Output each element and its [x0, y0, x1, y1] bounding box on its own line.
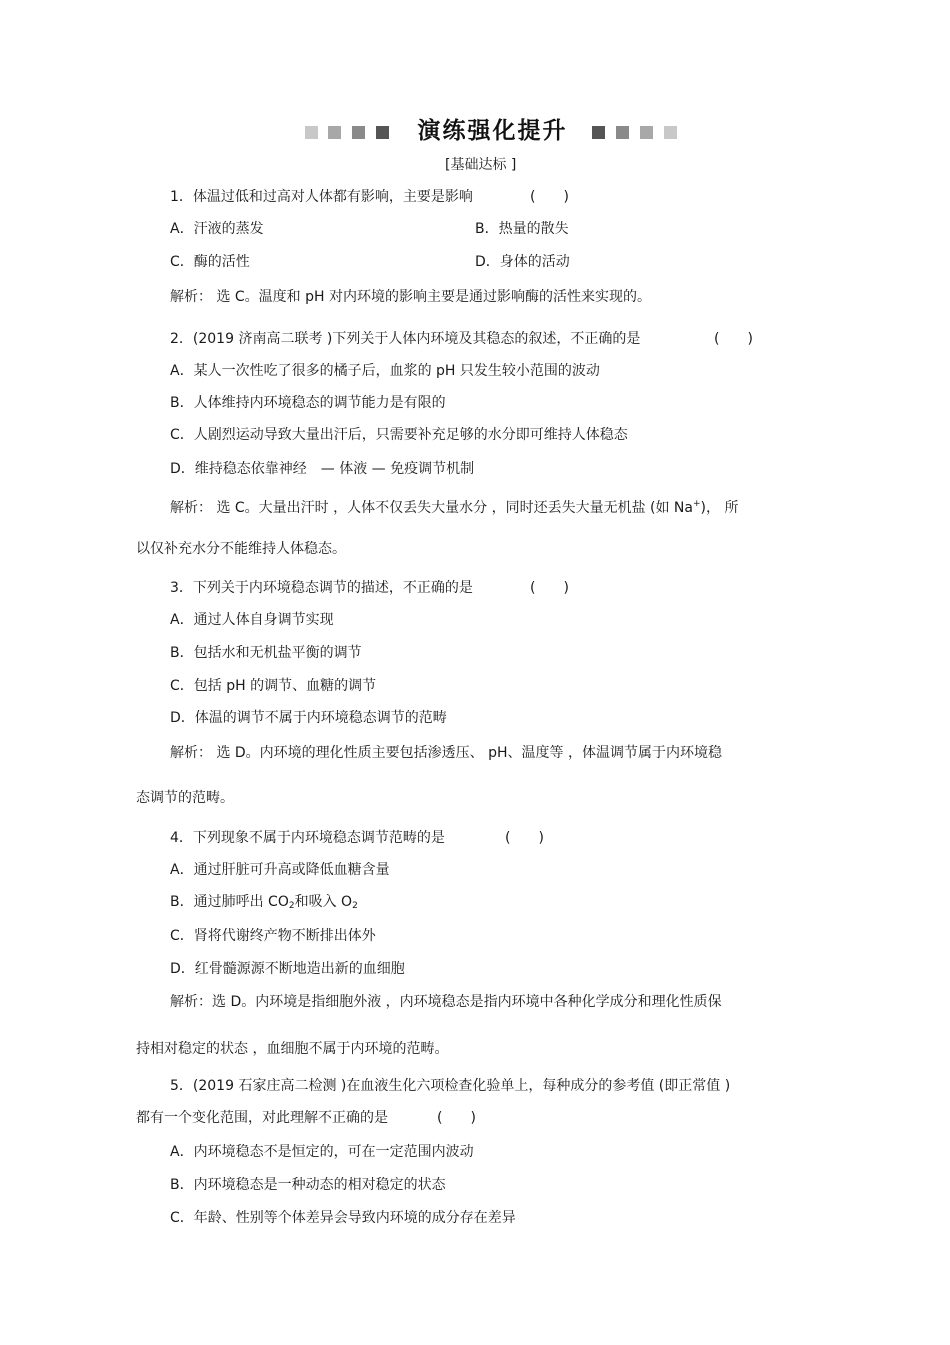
question-2-analysis-continued: 以仅补充水分不能维持人体稳态。 [136, 541, 346, 557]
section-label: [基础达标 ] [445, 157, 517, 173]
question-1-option-a: A．汗液的蒸发 [170, 221, 264, 237]
section-banner [305, 116, 675, 146]
question-3-answer-bracket: ( ) [530, 580, 569, 596]
question-5-option-a: A．内环境稳态不是恒定的，可在一定范围内波动 [170, 1144, 474, 1160]
question-4-option-d: D．红骨髓源源不断地造出新的血细胞 [170, 961, 405, 977]
question-4-analysis-continued: 持相对稳定的状态 ，血细胞不属于内环境的范畴。 [136, 1041, 449, 1057]
banner-square-decoration [305, 126, 318, 139]
question-3-option-a: A．通过人体自身调节实现 [170, 612, 334, 628]
question-5-answer-bracket: ( ) [437, 1110, 476, 1126]
question-2-answer-bracket: ( ) [714, 331, 753, 347]
question-5-stem-continued: 都有一个变化范围，对此理解不正确的是 [136, 1110, 388, 1126]
banner-square-decoration [376, 126, 389, 139]
question-5-option-c: C．年龄、性别等个体差异会导致内环境的成分存在差异 [170, 1210, 516, 1226]
question-4-option-a: A．通过肝脏可升高或降低血糖含量 [170, 862, 390, 878]
question-2-analysis-text: 解析： 选 C。大量出汗时 ，人体不仅丢失大量水分 ，同时还丢失大量无机盐 (如 Na [170, 500, 693, 516]
question-2-option-c: C．人剧烈运动导致大量出汗后，只需要补充足够的水分即可维持人体稳态 [170, 427, 628, 443]
question-1-option-b: B．热量的散失 [475, 221, 569, 237]
question-1-answer-bracket: ( ) [530, 189, 569, 205]
question-3-stem: 3．下列关于内环境稳态调节的描述，不正确的是 [170, 580, 473, 596]
question-4-option-b [170, 893, 358, 915]
question-2-option-a: A．某人一次性吃了很多的橘子后，血浆的 pH 只发生较小范围的波动 [170, 363, 600, 379]
banner-square-decoration [592, 126, 605, 139]
question-4-option-b-text: B．通过肺呼出 CO [170, 894, 289, 910]
question-1-option-d: D．身体的活动 [475, 254, 570, 270]
banner-square-decoration [328, 126, 341, 139]
question-2-analysis [170, 495, 738, 517]
question-3-analysis: 解析： 选 D。内环境的理化性质主要包括渗透压、 pH、温度等 ，体温调节属于内环境稳 [170, 745, 722, 761]
question-5-option-b: B．内环境稳态是一种动态的相对稳定的状态 [170, 1177, 446, 1193]
page-title: 演练强化提升 [417, 118, 568, 144]
banner-square-decoration [352, 126, 365, 139]
question-4-analysis: 解析：选 D。内环境是指细胞外液 ，内环境稳态是指内环境中各种化学成分和理化性质保 [170, 994, 722, 1010]
question-2-analysis-superscript: + [693, 499, 701, 509]
question-2-option-d: D．维持稳态依靠神经 — 体液 — 免疫调节机制 [170, 461, 475, 477]
question-3-option-c: C．包括 pH 的调节、血糖的调节 [170, 678, 377, 694]
question-4-option-b-text-2: 和吸入 O [294, 894, 353, 910]
question-2-analysis-text-end: )， 所 [700, 500, 739, 516]
question-4-stem: 4．下列现象不属于内环境稳态调节范畴的是 [170, 830, 445, 846]
banner-square-decoration [640, 126, 653, 139]
question-2-stem: 2．(2019 济南高二联考 )下列关于人体内环境及其稳态的叙述，不正确的是 [170, 331, 641, 347]
question-4-option-b-subscript: 2 [288, 901, 295, 911]
banner-square-decoration [616, 126, 629, 139]
banner-square-decoration [664, 126, 677, 139]
question-1-option-c: C．酶的活性 [170, 254, 250, 270]
question-3-option-d: D．体温的调节不属于内环境稳态调节的范畴 [170, 710, 447, 726]
question-3-option-b: B．包括水和无机盐平衡的调节 [170, 645, 362, 661]
question-1-stem: 1．体温过低和过高对人体都有影响，主要是影响 [170, 189, 473, 205]
question-1-analysis: 解析： 选 C。温度和 pH 对内环境的影响主要是通过影响酶的活性来实现的。 [170, 289, 651, 305]
question-2-option-b: B．人体维持内环境稳态的调节能力是有限的 [170, 395, 446, 411]
question-5-stem: 5．(2019 石家庄高二检测 )在血液生化六项检查化验单上，每种成分的参考值 (即正常值 ) [170, 1078, 731, 1094]
question-3-analysis-continued: 态调节的范畴。 [136, 790, 234, 806]
question-4-option-c: C．肾将代谢终产物不断排出体外 [170, 928, 376, 944]
question-4-answer-bracket: ( ) [505, 830, 544, 846]
question-4-option-b-subscript-2: 2 [352, 901, 358, 911]
